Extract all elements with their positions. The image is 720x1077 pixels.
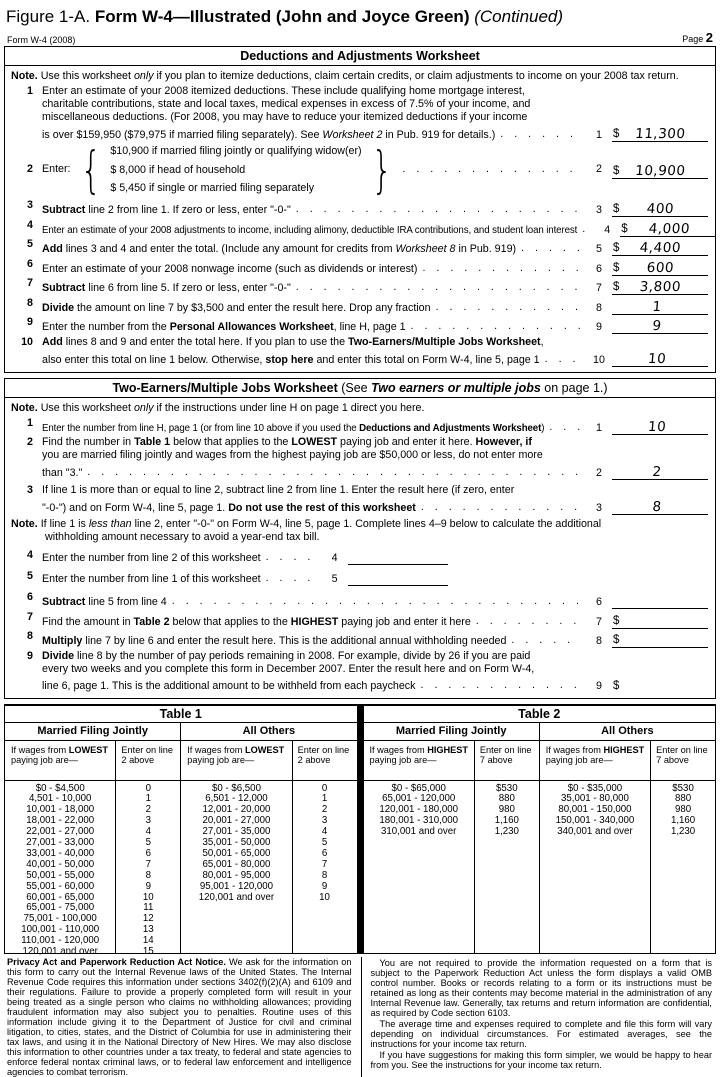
entry-field (612, 199, 708, 217)
wage-range-cell: 33,001 - 40,000 (26, 847, 95, 859)
line-text: also enter this total on line 1 below. Otherwise, stop here and enter this total on Form W-4, line 5, page 1 (42, 353, 540, 366)
line-number: 9 (27, 316, 33, 328)
line-text: Enter an estimate of your 2008 adjustments to income, including alimony, deductible IRA contributions, and student loan interest (42, 224, 578, 236)
line-text: Multiply line 7 by line 6 and enter the result here. This is the additional annual withholding needed (42, 635, 507, 647)
dot-leader (476, 615, 582, 628)
line-number: 4 (27, 218, 33, 231)
entry-line-number: 7 (596, 282, 602, 294)
ws2-line-3 (11, 484, 708, 515)
entry-field (612, 124, 708, 142)
wage-range-cell: 20,001 - 27,000 (202, 815, 271, 827)
line-number: 5 (27, 238, 33, 250)
entry-field (612, 630, 708, 648)
entered-value: 9 (651, 318, 663, 334)
entry-line-number: 3 (596, 502, 602, 514)
ws1-line-1 (11, 85, 708, 142)
wage-range-cell: 27,001 - 35,000 (202, 826, 271, 838)
ws2-line-9 (11, 650, 708, 693)
wage-range-cell: 65,001 - 120,000 (382, 793, 456, 805)
allowance-value-cell: 3 (321, 815, 328, 827)
allowance-value-cell: 4 (321, 826, 328, 838)
line-number: 7 (27, 610, 33, 623)
allowance-value-cell: 8 (145, 869, 152, 881)
note-text: Note. If line 1 is less than line 2, enter "-0-" on Form W-4, line 5, page 1. Complete lines 4–9 below to calculate the additional (11, 518, 602, 530)
wage-range-cell: 80,001 - 95,000 (202, 869, 271, 881)
withholding-value-cell: $530 (496, 782, 518, 794)
column-header-enter: Enter on line 2 above (115, 741, 180, 780)
entry-line-number: 5 (331, 573, 338, 585)
notice-paragraph: If you have suggestions for making this form simpler, we would be happy to hear from you. See the instructions for your income tax return. (370, 1049, 712, 1070)
column-header-wages: If wages from HIGHEST paying job are— (545, 744, 645, 765)
form-id: Form W-4 (2008) (7, 35, 76, 45)
line-text: Subtract line 5 from line 4 (42, 596, 167, 608)
entered-value: 4,000 (647, 220, 691, 237)
allowance-value-cell: 12 (142, 913, 154, 925)
deductions-adjustments-worksheet (4, 46, 716, 373)
allowance-value-cell: 15 (142, 946, 154, 958)
wage-range-cell: 75,001 - 100,000 (23, 913, 97, 925)
line-text: Divide line 8 by the number of pay periods remaining in 2008. For example, divide by 26 if you are paid (42, 649, 531, 662)
wage-range-cell: 120,001 and over (198, 891, 275, 903)
wage-range-cell: 50,001 - 55,000 (26, 869, 95, 881)
dot-leader (296, 281, 582, 294)
entry-field (612, 277, 708, 295)
entered-value: 11,300 (634, 126, 687, 142)
withholding-value-cell: 1,160 (494, 815, 519, 827)
withholding-value-cell: 880 (498, 793, 515, 805)
wage-range-cell: 180,001 - 310,000 (379, 815, 459, 827)
withholding-value-cell: 1,230 (494, 826, 519, 838)
group-title: All Others (540, 723, 715, 741)
allowance-value-cell: 5 (145, 837, 152, 849)
ws1-line-5 (11, 238, 708, 256)
allowance-value-cell: 14 (142, 935, 154, 947)
entry-field (612, 161, 708, 179)
form-header-line (4, 30, 716, 46)
entry-field (612, 258, 708, 276)
paperwork-reduction-notice (361, 957, 715, 1077)
entry-line-number: 10 (593, 353, 605, 366)
notice-paragraph: The average time and expenses required to complete and file this form will vary depending on individual circumstances. For estimated averages, see the instructions for your income tax return. (370, 1018, 712, 1049)
allowance-value-cell: 9 (145, 880, 152, 892)
ws1-line-3 (11, 199, 708, 217)
ws1-line-10 (11, 336, 708, 367)
line-text: every two weeks and you complete this form in December 2007. Enter the result here and on Form W-4, (42, 662, 535, 675)
ws1-line-7 (11, 277, 708, 295)
dollar-sign: $ (613, 128, 620, 140)
table-2-all-others (539, 723, 715, 953)
line-text: you are married filing jointly and wages from the highest paying job are $50,000 or less, do not enter more (42, 449, 543, 461)
allowance-value-cell: 6 (321, 847, 328, 859)
allowance-value-cell: 9 (321, 880, 328, 892)
wage-range-cell: 120,001 and over (22, 946, 98, 958)
line-number: 2 (27, 436, 33, 448)
wage-range-cell: 310,001 and over (380, 826, 457, 838)
allowance-value-cell: 2 (321, 804, 328, 816)
figure-title-prefix: Figure 1-A. (6, 7, 91, 26)
line-text: Subtract line 6 from line 5. If zero or less, enter "-0-" (42, 282, 291, 294)
entry-line-number: 2 (596, 467, 602, 479)
wage-range-cell: 55,001 - 60,000 (26, 880, 95, 892)
entry-field (612, 316, 708, 334)
lookup-tables (4, 704, 716, 958)
column-header-wages: If wages from LOWEST paying job are— (11, 744, 109, 765)
dollar-sign: $ (613, 261, 620, 274)
wage-range-cell: $0 - $35,000 (567, 782, 623, 794)
line-number: 1 (27, 416, 33, 429)
line-text: Find the amount in Table 2 below that applies to the HIGHEST paying job and enter it here (42, 615, 471, 628)
line-text: Subtract line 2 from line 1. If zero or less, enter "-0-" (42, 204, 291, 216)
line-text: Find the number in Table 1 below that applies to the LOWEST paying job and enter it here. However, if (42, 436, 532, 448)
entry-line-number: 6 (596, 596, 602, 608)
table-2 (364, 706, 716, 953)
entered-value: 2 (651, 464, 663, 480)
allowance-value-cell: 2 (145, 804, 152, 816)
wage-range-cell: 27,001 - 33,000 (26, 837, 95, 849)
dollar-sign: $ (613, 634, 620, 646)
table-1-title: Table 1 (5, 706, 357, 723)
worksheet2-note: Note. Use this worksheet only if the instructions under line H on page 1 direct you here. (11, 401, 425, 414)
allowance-value-cell: 11 (143, 902, 154, 914)
line-number: 8 (27, 630, 33, 642)
dot-leader (422, 262, 582, 275)
entry-line-number: 1 (596, 421, 602, 434)
entry-line-number: 4 (331, 552, 338, 564)
dot-leader (582, 223, 590, 236)
group-title: Married Filing Jointly (364, 723, 539, 741)
footer-notices (4, 954, 716, 1077)
wage-range-cell: 35,001 - 50,000 (202, 837, 271, 849)
wage-range-cell: 6,501 - 12,000 (205, 793, 268, 805)
allowance-value-cell: 4 (145, 826, 152, 838)
line-text: charitable contributions, state and local taxes, medical expenses in excess of 7.5% of your income, and (42, 98, 531, 110)
entry-field (612, 497, 708, 515)
wage-range-cell: $0 - $4,500 (35, 782, 85, 794)
line-text: Enter the number from the Personal Allowances Worksheet, line H, page 1 (42, 321, 406, 333)
entry-line-number: 7 (596, 615, 602, 628)
wage-range-cell: 18,001 - 22,000 (26, 815, 95, 827)
allowance-value-cell: 13 (142, 924, 154, 936)
line-text: line 6, page 1. This is the additional amount to be withheld from each paycheck (42, 679, 416, 692)
table-1-married-filing-jointly (5, 723, 180, 958)
line-text: Enter the number from line H, page 1 (or from line 10 above if you used the Deductions and Adjustments Worksheet) (42, 422, 545, 434)
dollar-sign: $ (613, 679, 620, 692)
table-1-all-others (180, 723, 356, 953)
withholding-value-cell: 1,230 (670, 826, 696, 838)
note-text: withholding amount necessary to avoid a year-end tax bill. (45, 531, 320, 543)
line-number: 6 (27, 591, 33, 603)
group-title: Married Filing Jointly (5, 723, 180, 741)
line-number: 8 (27, 296, 33, 309)
wage-range-cell: 65,001 - 75,000 (26, 902, 95, 914)
entry-line-number: 8 (596, 301, 602, 314)
line-text: If line 1 is more than or equal to line 2, subtract line 2 from line 1. Enter the result here (if zero, enter (42, 484, 515, 496)
ws1-line-4 (11, 219, 708, 237)
entered-value: 8 (651, 499, 663, 515)
dot-leader (402, 163, 582, 176)
line-number: 6 (27, 257, 33, 270)
entry-line-number: 8 (596, 635, 602, 647)
ws2-line-5 (11, 570, 708, 586)
wage-range-cell: 60,001 - 65,000 (26, 891, 95, 903)
entry-field (612, 611, 708, 629)
dot-leader (511, 634, 582, 647)
entered-value: 400 (646, 201, 676, 217)
dollar-sign: $ (613, 242, 620, 254)
line-number: 9 (27, 649, 33, 662)
privacy-notice-lead: Privacy Act and Paperwork Reduction Act Notice. (7, 956, 226, 967)
allowance-value-cell: 5 (321, 837, 328, 849)
option-single: $ 5,450 if single or married filing separately (110, 182, 315, 194)
privacy-act-notice (7, 957, 361, 1077)
withholding-value-cell: $530 (672, 782, 694, 794)
entry-field (612, 417, 708, 435)
column-header-wages: If wages from HIGHEST paying job are— (369, 744, 469, 765)
line-number: 3 (27, 484, 33, 496)
ws2-line-6 (11, 591, 708, 609)
ws2-note-2 (11, 518, 708, 544)
dot-leader (266, 572, 318, 585)
entry-line-number: 3 (596, 204, 602, 216)
wage-range-cell: 4,501 - 10,000 (28, 793, 92, 805)
dot-leader (296, 203, 582, 216)
dot-leader (521, 242, 582, 255)
entry-field (612, 462, 708, 480)
allowance-value-cell: 7 (145, 858, 152, 870)
allowance-value-cell: 10 (142, 891, 154, 903)
line-number: 3 (27, 199, 33, 211)
line-text: Enter an estimate of your 2008 itemized deductions. These include qualifying home mortgage interest, (42, 85, 525, 97)
wage-range-cell: 35,001 - 80,000 (561, 793, 629, 805)
entry-line-number: 1 (596, 129, 602, 141)
dot-leader (172, 595, 582, 608)
line-text: Enter the number from line 1 of this worksheet (42, 573, 261, 585)
worksheet1-title: Deductions and Adjustments Worksheet (5, 47, 715, 66)
dollar-sign: $ (621, 222, 628, 235)
entry-line-number: 9 (596, 679, 602, 692)
line-text: "-0-") and on Form W-4, line 5, page 1. Do not use the rest of this worksheet (42, 502, 416, 514)
line-number: 5 (27, 570, 33, 582)
withholding-value-cell: 1,160 (670, 815, 696, 827)
line-text: is over $159,950 ($79,975 if married filing separately). See Worksheet 2 in Pub. 919 for details.) (42, 129, 496, 141)
dot-leader (266, 551, 318, 564)
dot-leader (411, 320, 582, 333)
dot-leader (421, 679, 583, 692)
entry-line-number: 6 (596, 262, 602, 275)
privacy-notice-text: We ask for the information on this form to carry out the Internal Revenue laws of the United States. The Internal Revenue Code requires this information under sections 3402(f)(2)(A) and 6109 and their regulations. Failure to provide a properly completed form will result in your being treated as a single person who claims no withholding allowances; providing fraudulent information may also subject you to penalties. Routine uses of this information include giving it to the Department of Justice for civil and criminal litigation, to cities, states, and the District of Columbia for use in administering their tax laws, and using it in the National Directory of New Hires. We may also disclose this information to other countries under a tax treaty, to federal and state agencies to enforce federal nontax criminal laws, or to federal law enforcement and intelligence agencies to combat terrorism. (7, 956, 352, 1077)
allowance-value-cell: 8 (321, 869, 328, 881)
ws2-line-2 (11, 436, 708, 480)
allowance-value-cell: 0 (321, 782, 328, 794)
ws2-line-4 (11, 549, 708, 565)
wage-range-cell: 150,001 - 340,000 (555, 815, 635, 827)
wage-range-cell: 95,001 - 120,000 (199, 880, 274, 892)
line-text: than "3." (42, 467, 83, 479)
entry-field (612, 297, 708, 315)
enter-label: Enter: (42, 163, 71, 176)
worksheet1-note: Note. Use this worksheet only if you plan to itemize deductions, claim certain credits, or claim adjustments to income on your 2008 tax return. (11, 70, 679, 82)
line-number: 4 (27, 549, 33, 561)
entry-line-number: 5 (596, 243, 602, 255)
line-number: 7 (27, 277, 33, 289)
wage-range-cell: 100,001 - 110,000 (21, 924, 100, 936)
entry-field (612, 676, 708, 693)
line-text: Add lines 3 and 4 and enter the total. (Include any amount for credits from Worksheet 8 in Pub. 919) (42, 243, 517, 255)
ws1-line-9 (11, 316, 708, 334)
notice-paragraph: You are not required to provide the information requested on a form that is subject to the Paperwork Reduction Act unless the form displays a valid OMB control number. Books or records relating to a form or its instructions must be retained as long as their contents may become material in the administration of any Internal Revenue law. Generally, tax returns and return information are confidential, as required by Code section 6103. (370, 957, 712, 1018)
column-header-enter: Enter on line 2 above (292, 741, 357, 780)
wage-range-cell: $0 - $6,500 (211, 782, 261, 794)
withholding-value-cell: 980 (498, 804, 515, 816)
brace-right: } (371, 140, 392, 199)
line-text: miscellaneous deductions. (For 2008, you may have to reduce your itemized deductions if your income (42, 111, 528, 123)
wage-range-cell: $0 - $65,000 (391, 782, 446, 794)
entry-line-number: 9 (596, 321, 602, 333)
dollar-sign: $ (613, 203, 620, 215)
allowance-value-cell: 1 (321, 793, 328, 805)
entered-value: 600 (646, 259, 676, 276)
entry-field (612, 349, 708, 367)
ws1-line-8 (11, 297, 708, 315)
dot-leader (500, 128, 582, 141)
group-title: All Others (181, 723, 356, 741)
table-1 (5, 706, 357, 958)
wage-range-cell: 40,001 - 50,000 (26, 858, 95, 870)
column-header-enter: Enter on line 7 above (650, 741, 715, 780)
wage-range-cell: 50,001 - 65,000 (202, 847, 271, 859)
line-number: 10 (21, 335, 33, 348)
dollar-sign: $ (613, 614, 620, 627)
line-text: Divide the amount on line 7 by $3,500 and enter the result here. Drop any fraction (42, 301, 431, 314)
wage-range-cell: 12,001 - 20,000 (202, 804, 271, 816)
allowance-value-cell: 7 (321, 858, 328, 870)
withholding-value-cell: 980 (674, 804, 692, 816)
allowance-value-cell: 10 (319, 891, 330, 903)
dot-leader (545, 353, 582, 366)
ws2-line-8 (11, 630, 708, 648)
line-number: 2 (27, 163, 33, 176)
figure-title (4, 5, 716, 30)
entry-field (612, 238, 708, 256)
allowance-value-cell: 1 (145, 793, 152, 805)
ws2-line-7 (11, 611, 708, 629)
wage-range-cell: 65,001 - 80,000 (202, 858, 271, 870)
allowance-value-cell: 6 (145, 847, 152, 859)
wage-range-cell: 10,001 - 18,000 (26, 804, 95, 816)
dot-leader (421, 501, 582, 514)
line-text: Enter the number from line 2 of this worksheet (42, 552, 261, 564)
entry-line-number: 4 (604, 223, 611, 236)
allowance-value-cell: 0 (145, 782, 152, 794)
ws1-line-6 (11, 258, 708, 276)
withholding-value-cell: 880 (674, 793, 692, 805)
wage-range-cell: 110,001 - 120,000 (21, 935, 100, 947)
entry-field (620, 219, 716, 237)
entered-value: 4,400 (639, 240, 683, 256)
option-head-of-household: $ 8,000 if head of household (110, 163, 246, 176)
worksheet2-title: Two-Earners/Multiple Jobs Worksheet (See Two earners or multiple jobs on page 1.) (5, 379, 715, 398)
dollar-sign: $ (613, 164, 620, 177)
table-2-title: Table 2 (364, 706, 716, 723)
wage-range-cell: 340,001 and over (557, 826, 633, 838)
column-header-wages: If wages from LOWEST paying job are— (187, 744, 285, 765)
wage-range-cell: 120,001 - 180,000 (379, 804, 459, 816)
line-number: 1 (27, 85, 33, 97)
ws2-line-1 (11, 417, 708, 435)
entry-field (348, 549, 448, 565)
brace-left: { (80, 140, 101, 199)
entered-value: 10,900 (634, 162, 687, 179)
entered-value: 10 (647, 350, 667, 367)
entered-value: 10 (647, 418, 667, 435)
ws1-line-2 (11, 142, 708, 198)
line-text: Enter an estimate of your 2008 nonwage income (such as dividends or interest) (42, 262, 418, 275)
two-earners-multiple-jobs-worksheet (4, 378, 716, 699)
entered-value: 1 (651, 298, 663, 315)
allowance-value-cell: 3 (145, 815, 152, 827)
dot-leader (436, 301, 582, 314)
dot-leader (549, 421, 582, 434)
wage-range-cell: 80,001 - 150,000 (558, 804, 632, 816)
column-header-enter: Enter on line 7 above (474, 741, 539, 780)
option-married-jointly: $10,900 if married filing jointly or qualifying widow(er) (110, 145, 362, 157)
wage-range-cell: 22,001 - 27,000 (26, 826, 95, 838)
entry-field (348, 570, 448, 586)
entered-value: 3,800 (639, 279, 683, 295)
dot-leader (87, 466, 582, 479)
dollar-sign: $ (613, 281, 620, 293)
table-2-married-filing-jointly (364, 723, 539, 953)
line-text: Add lines 8 and 9 and enter the total here. If you plan to use the Two-Earners/Multiple Jobs Worksheet, (42, 335, 544, 348)
entry-line-number: 2 (596, 163, 602, 176)
figure-title-main: Form W-4—Illustrated (John and Joyce Green) (90, 7, 475, 26)
entry-field (612, 591, 708, 609)
page-number: Page 2 (682, 30, 713, 45)
figure-title-continued: (Continued) (474, 7, 564, 26)
table-divider (357, 706, 364, 953)
filing-status-options (110, 142, 361, 198)
